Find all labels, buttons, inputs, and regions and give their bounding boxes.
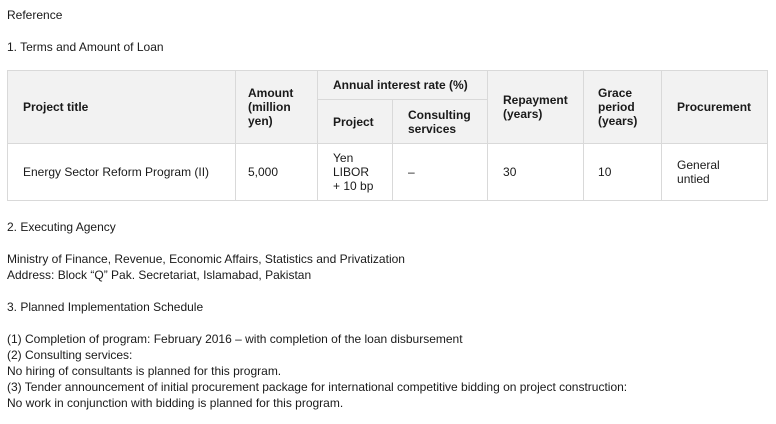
header-rate-project: Project xyxy=(318,100,393,144)
section-2-title: 2. Executing Agency xyxy=(7,220,116,234)
header-rate-consulting: Consulting services xyxy=(393,100,488,144)
cell-project-title: Energy Sector Reform Program (II) xyxy=(8,144,236,201)
table-row xyxy=(8,144,768,201)
header-annual-interest-rate: Annual interest rate (%) xyxy=(318,71,488,100)
schedule-line: (1) Completion of program: February 2016 – with completion of the loan disbursement xyxy=(7,332,463,346)
schedule-line: No hiring of consultants is planned for this program. xyxy=(7,364,282,378)
header-project-title: Project title xyxy=(8,71,236,144)
cell-amount: 5,000 xyxy=(236,144,318,201)
section-1-title: 1. Terms and Amount of Loan xyxy=(7,40,164,54)
heading-reference: Reference xyxy=(7,8,63,22)
header-grace-period: Grace period (years) xyxy=(584,71,662,144)
executing-agency-address: Address: Block “Q” Pak. Secretariat, Islamabad, Pakistan xyxy=(7,268,312,282)
cell-rate-project: Yen LIBOR + 10 bp xyxy=(318,144,393,201)
header-amount: Amount (million yen) xyxy=(236,71,318,144)
cell-rate-consulting: – xyxy=(393,144,488,201)
cell-grace-period: 10 xyxy=(584,144,662,201)
loan-terms-table xyxy=(7,70,768,201)
cell-repayment: 30 xyxy=(488,144,584,201)
cell-procurement: General untied xyxy=(662,144,768,201)
schedule-line: (2) Consulting services: xyxy=(7,348,133,362)
schedule-line: No work in conjunction with bidding is planned for this program. xyxy=(7,396,344,410)
executing-agency-name: Ministry of Finance, Revenue, Economic Affairs, Statistics and Privatization xyxy=(7,252,405,266)
header-repayment: Repayment (years) xyxy=(488,71,584,144)
table-header-row xyxy=(8,71,768,100)
schedule-line: (3) Tender announcement of initial procurement package for international competitive bidding on project construction: xyxy=(7,380,628,394)
section-3-title: 3. Planned Implementation Schedule xyxy=(7,300,204,314)
header-procurement: Procurement xyxy=(662,71,768,144)
